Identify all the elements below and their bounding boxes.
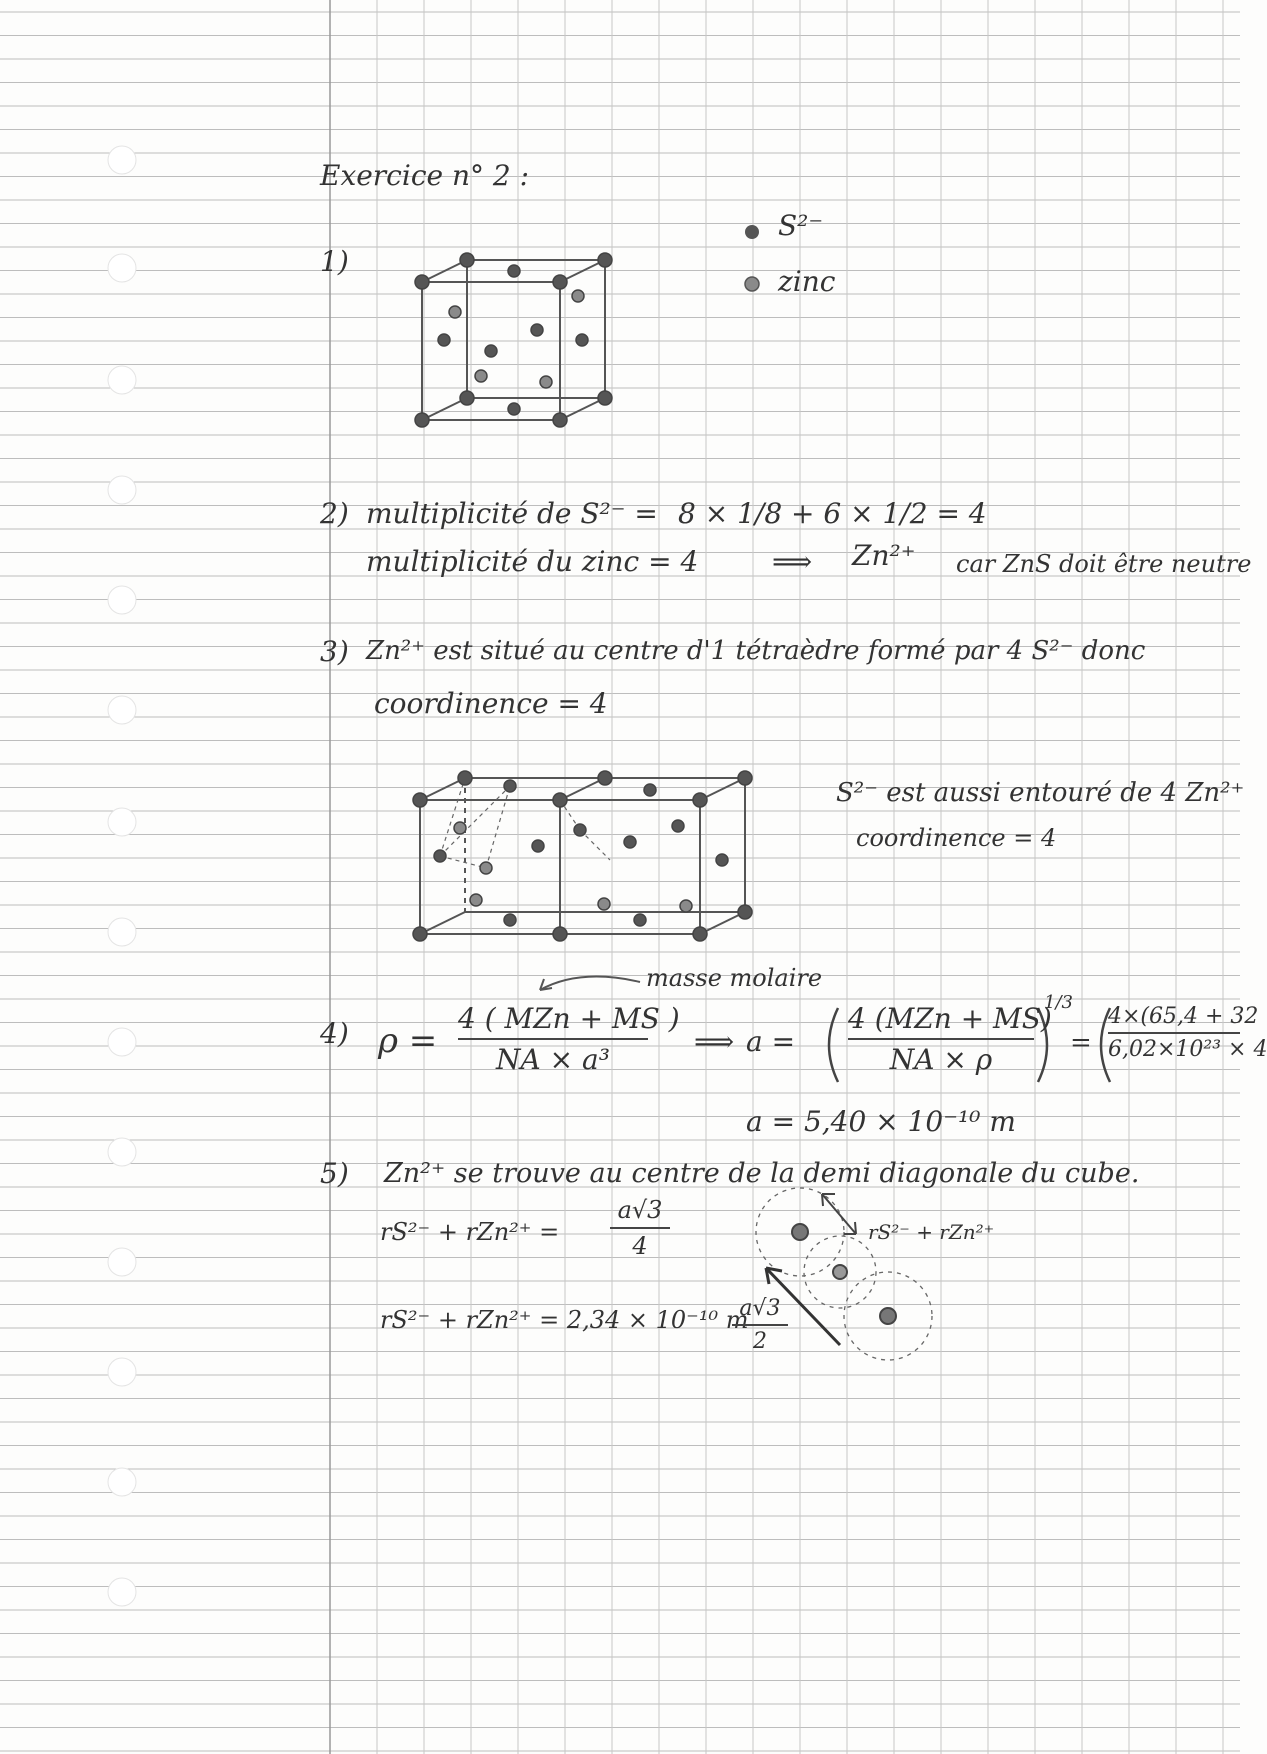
q4-fraction-2: [848, 1002, 1052, 1076]
q2-ion: Zn²⁺: [852, 539, 916, 572]
q4-arrow: ⟹: [694, 1025, 735, 1058]
legend-dot-sulfide: [745, 225, 759, 239]
double-cell-atoms: [413, 771, 752, 941]
q5-eq2: rS²⁻ + rZn²⁺ = 2,34 × 10⁻¹⁰ m: [380, 1306, 749, 1334]
q5-number: 5): [320, 1157, 349, 1190]
q5-diag-num: a√3: [739, 1296, 781, 1321]
q4-num2: 4 (MZn + MS): [848, 1002, 1052, 1035]
q4-fraction-3: [1108, 1004, 1267, 1062]
q5-eq1-fraction: [610, 1196, 670, 1260]
q4-rho: ρ =: [378, 1021, 438, 1061]
legend-label-zinc: zinc: [778, 265, 836, 298]
legend-label-sulfide: S²⁻: [778, 209, 824, 242]
q4-den2: NA × ρ: [889, 1043, 993, 1076]
q3-line2: coordinence = 4: [374, 687, 608, 720]
q4-num1: 4 ( MZn + MS ): [458, 1002, 680, 1035]
q5-diag-fraction: [732, 1296, 788, 1354]
q2-line1-label: multiplicité de S²⁻ =: [366, 497, 658, 530]
legend-dot-zinc: [745, 277, 759, 291]
q3-side1: S²⁻ est aussi entouré de 4 Zn²⁺: [836, 778, 1245, 808]
q4-fraction-1: [458, 1002, 680, 1076]
annotation-arrow: [540, 977, 640, 990]
q5-eq1-den: 4: [632, 1232, 648, 1260]
q2-line1-expr: 8 × 1/8 + 6 × 1/2 = 4: [678, 497, 987, 530]
q3-line1: Zn²⁺ est situé au centre d'1 tétraèdre formé par 4 S²⁻ donc: [366, 636, 1146, 666]
q2-number: 2): [320, 497, 349, 530]
q4-num3: 4×(65,4 + 32: [1108, 1004, 1259, 1029]
q5-eq1-left: rS²⁻ + rZn²⁺ =: [380, 1218, 560, 1246]
horizontal-rules: [0, 12, 1267, 1751]
q1-number: 1): [320, 245, 349, 278]
q5-line1: Zn²⁺ se trouve au centre de la demi diagonale du cube.: [384, 1158, 1140, 1189]
q4-den1: NA × a³: [496, 1043, 610, 1076]
vertical-rules: [377, 0, 1223, 1754]
q3-side2: coordinence = 4: [856, 824, 1057, 852]
q3-number: 3): [320, 635, 349, 668]
q4-annotation: masse molaire: [646, 964, 823, 992]
q4-result: a = 5,40 × 10⁻¹⁰ m: [746, 1105, 1016, 1138]
q5-diag-den: 2: [753, 1329, 767, 1354]
q4-number: 4): [320, 1017, 349, 1050]
exercise-title: Exercice n° 2 :: [320, 159, 530, 192]
q5-diag-label: rS²⁻ + rZn²⁺: [868, 1220, 995, 1244]
q2-reason: car ZnS doit être neutre: [956, 550, 1252, 578]
unit-cell-atoms: [415, 253, 612, 427]
q5-eq1-num: a√3: [617, 1196, 663, 1224]
q4-equals: =: [1070, 1028, 1092, 1058]
q4-a-eq: a =: [746, 1025, 796, 1058]
q2-arrow: ⟹: [772, 545, 813, 578]
q4-den3: 6,02×10²³ × 4: [1108, 1037, 1267, 1062]
q2-line2-label: multiplicité du zinc = 4: [366, 545, 699, 578]
q4-exponent: 1/3: [1044, 992, 1073, 1013]
